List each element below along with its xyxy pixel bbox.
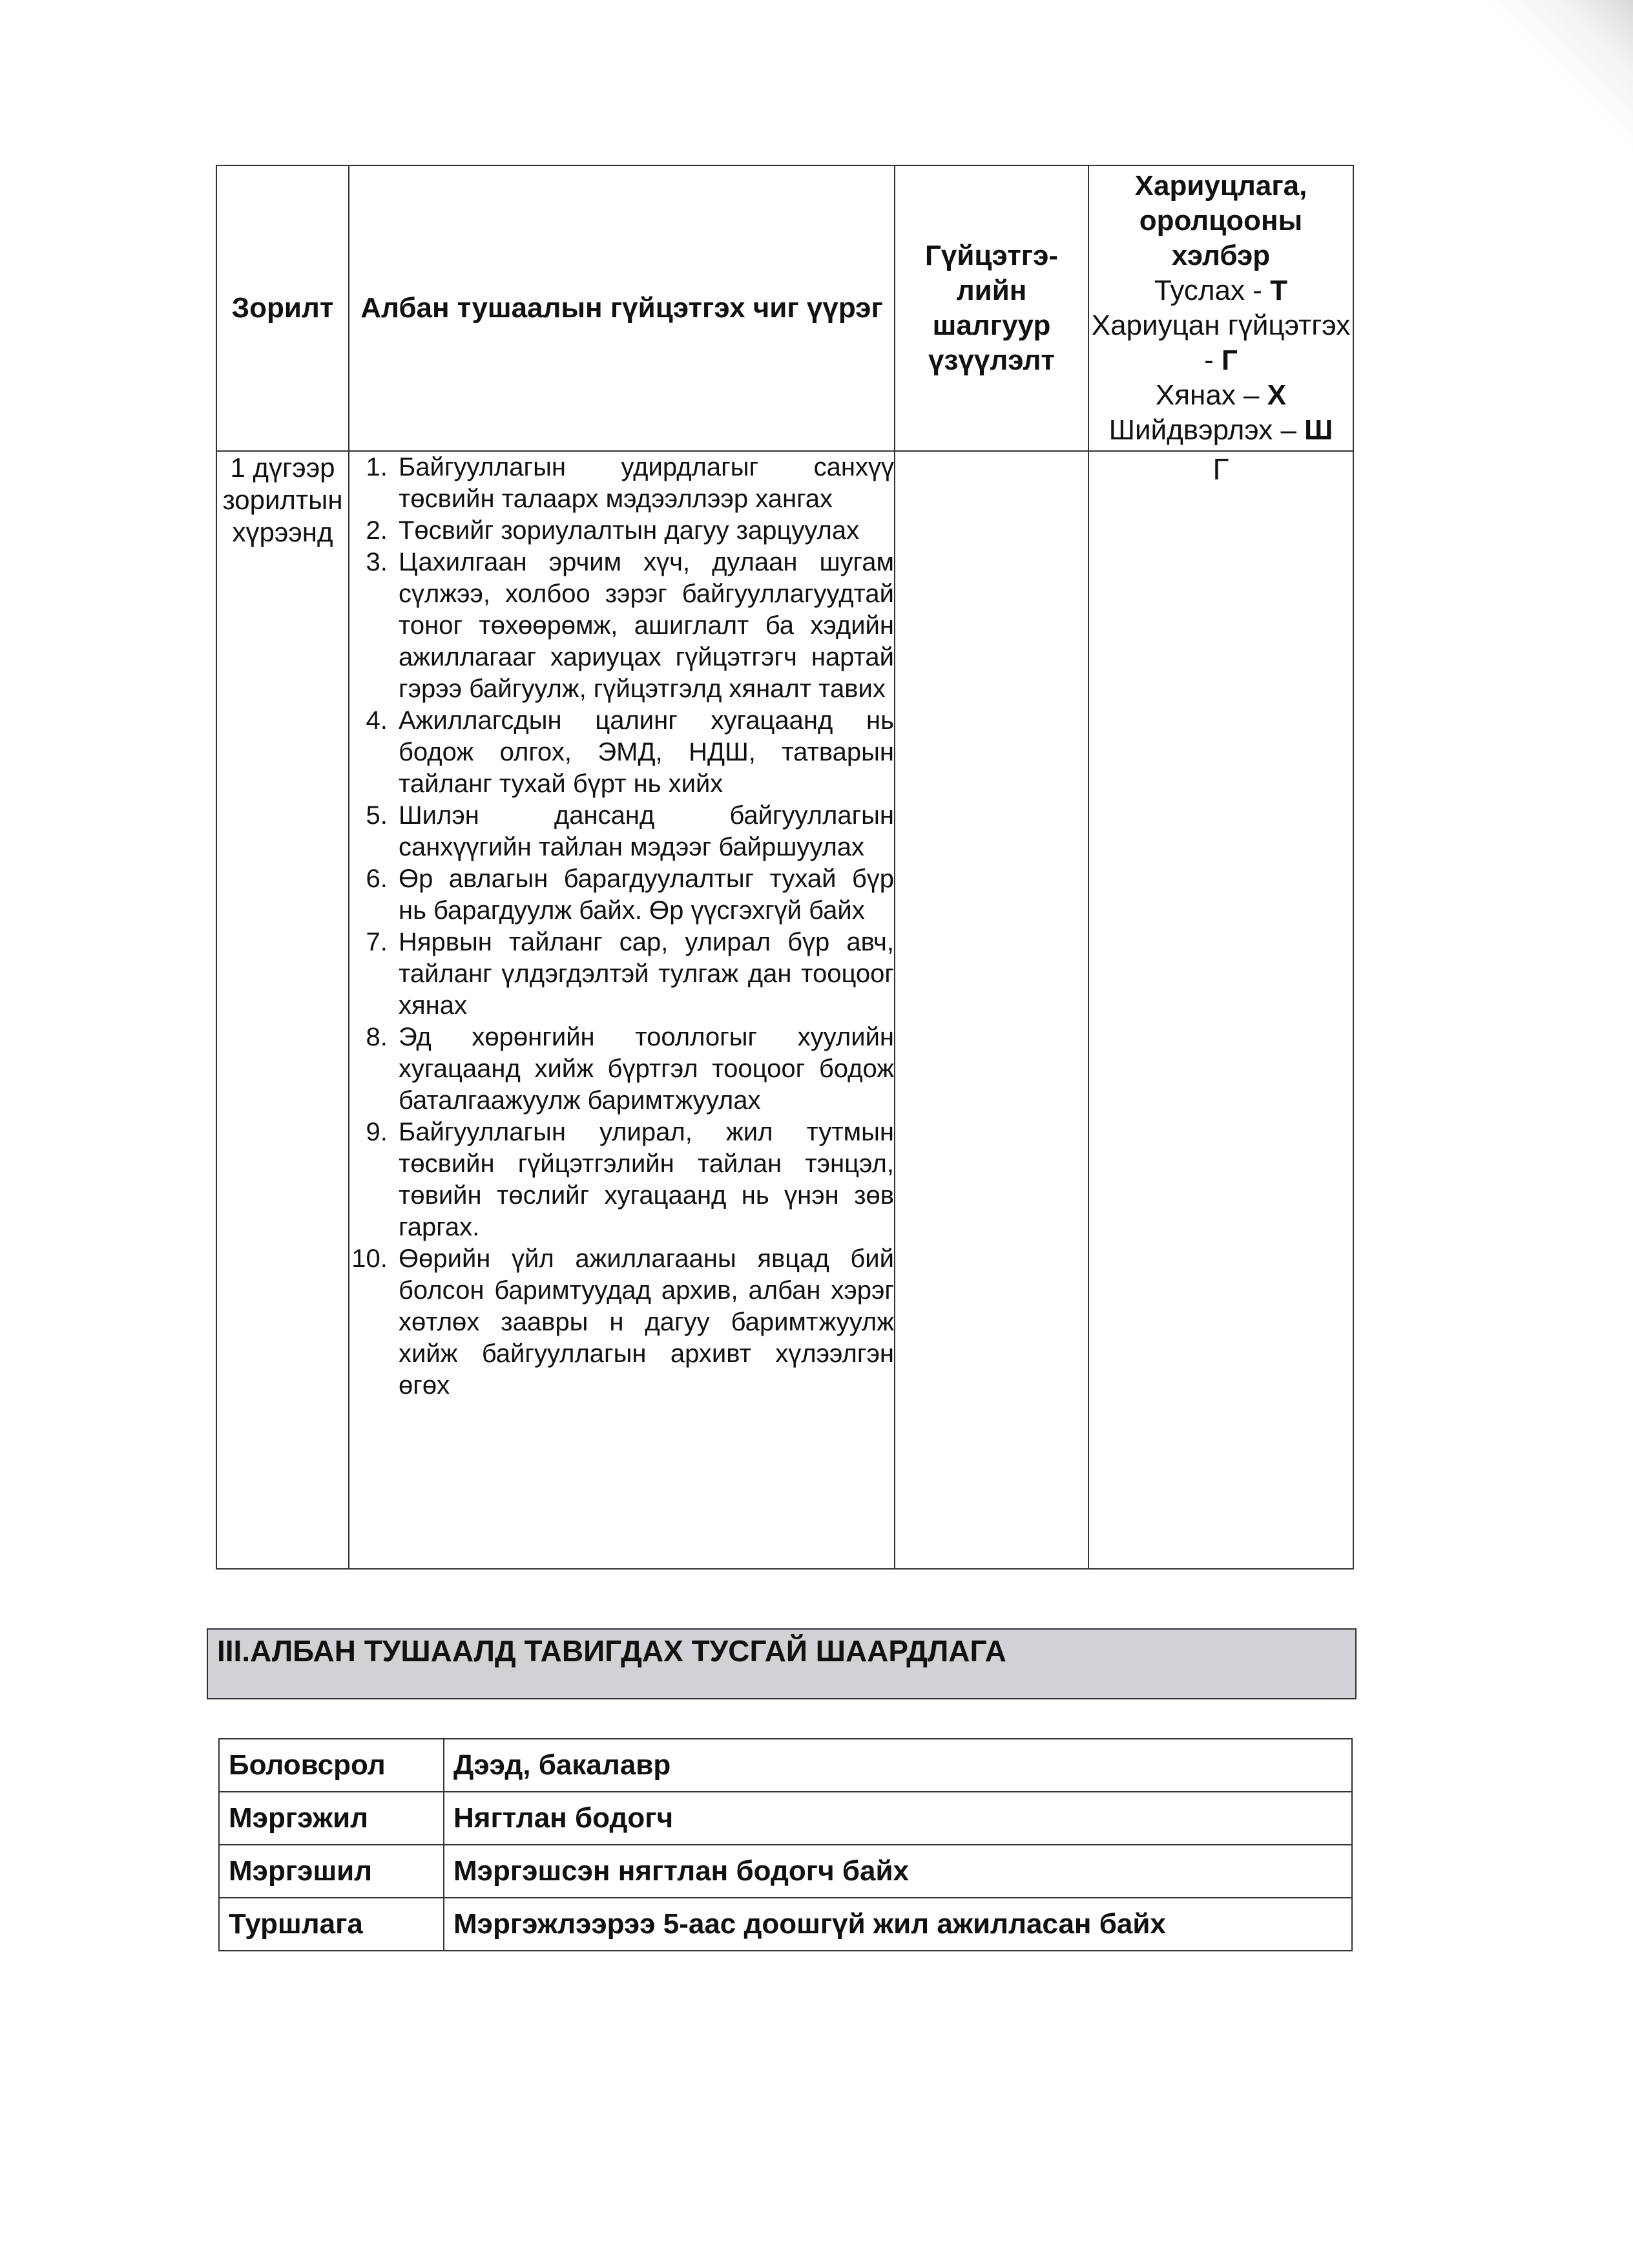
legend-decide: Шийдвэрлэх – Ш [1108, 414, 1333, 446]
task-item: 10. Өөрийн үйл ажиллагааны явцад бий болсон баримтуудад архив, албан хэрэг хөтлөх заавры н дагуу баримтжуулж хийж байгууллагын архивт хүлээлгэн өгөх [395, 1243, 894, 1402]
task-item: 1. Байгууллагын удирдлагыг санхүү төсвийн талаарх мэдээллээр хангах [395, 452, 894, 515]
requirement-row [219, 1792, 1352, 1845]
task-item: 6. Өр авлагын барагдуулалтыг тухай бүр нь барагдуулж байх. Өр үүсгэхгүй байх [395, 863, 894, 927]
task-item: 7. Нярвын тайланг сар, улирал бүр авч, тайланг үлдэгдэлтэй тулгаж дан тооцоог хянах [395, 927, 894, 1022]
task-item: 3. Цахилгаан эрчим хүч, дулаан шугам сүлжээ, холбоо зэрэг байгууллагуудтай тоног төхөөрөмж, ашиглалт ба хэдийн ажиллагааг хариуцах гүйцэтгэгч нартай гэрээ байгуулж, гүйцэтгэлд хяналт тавих [395, 547, 894, 705]
criteria-cell [895, 451, 1088, 1569]
requirement-label: Туршлага [219, 1898, 444, 1951]
scan-corner-shadow [1465, 0, 1633, 168]
header-duties: Албан тушаалын гүйцэтгэх чиг үүрэг [349, 165, 895, 451]
requirements-table [218, 1738, 1353, 1951]
requirement-label: Мэргэшил [219, 1845, 444, 1898]
requirement-label: Боловсрол [219, 1739, 444, 1792]
duties-table [216, 165, 1354, 1570]
header-responsibility [1088, 165, 1353, 451]
section-title: III.АЛБАН ТУШААЛД ТАВИГДАХ ТУСГАЙ ШААРДЛАГА [207, 1628, 1357, 1699]
task-item: 5. Шилэн дансанд байгууллагын санхүүгийн тайлан мэдээг байршуулах [395, 800, 894, 863]
requirement-value: Дээд, бакалавр [444, 1739, 1352, 1792]
responsibility-cell: Г [1088, 451, 1353, 1569]
duties-row [216, 451, 1353, 1569]
requirement-row [219, 1845, 1352, 1898]
requirement-value: Нягтлан бодогч [444, 1792, 1352, 1845]
requirement-row [219, 1739, 1352, 1792]
requirement-value: Мэргэжлээрээ 5-аас доошгүй жил ажилласан байх [444, 1898, 1352, 1951]
requirement-row [219, 1898, 1352, 1951]
requirement-value: Мэргэшсэн нягтлан бодогч байх [444, 1845, 1352, 1898]
requirement-label: Мэргэжил [219, 1792, 444, 1845]
duties-header-row [216, 165, 1353, 451]
header-goal: Зорилт [216, 165, 349, 451]
legend-control: Хянах – Х [1155, 379, 1287, 411]
task-item: 2. Төсвийг зориулалтын дагуу зарцуулах [395, 515, 894, 547]
goal-cell: 1 дүгээр зорилтын хүрээнд [216, 451, 349, 1569]
legend-assist: Туслах - Т [1154, 275, 1288, 306]
task-list [349, 452, 894, 1402]
header-criteria: Гүйцэтгэ-лийн шалгуур үзүүлэлт [895, 165, 1088, 451]
task-item: 9. Байгууллагын улирал, жил тутмын төсвийн гүйцэтгэлийн тайлан тэнцэл, төвийн төслийг хугацаанд нь үнэн зөв гаргах. [395, 1117, 894, 1243]
legend-perform: Хариуцан гүйцэтгэх - Г [1091, 310, 1351, 376]
responsibility-title: Хариуцлага, оролцооны хэлбэр [1134, 170, 1307, 271]
task-item: 8. Эд хөрөнгийн тооллогыг хуулийн хугацаанд хийж бүртгэл тооцоог бодож баталгаажуулж баримтжуулах [395, 1022, 894, 1117]
tasks-cell [349, 451, 895, 1569]
task-item: 4. Ажиллагсдын цалинг хугацаанд нь бодож олгох, ЭМД, НДШ, татварын тайланг тухай бүрт нь хийх [395, 705, 894, 800]
